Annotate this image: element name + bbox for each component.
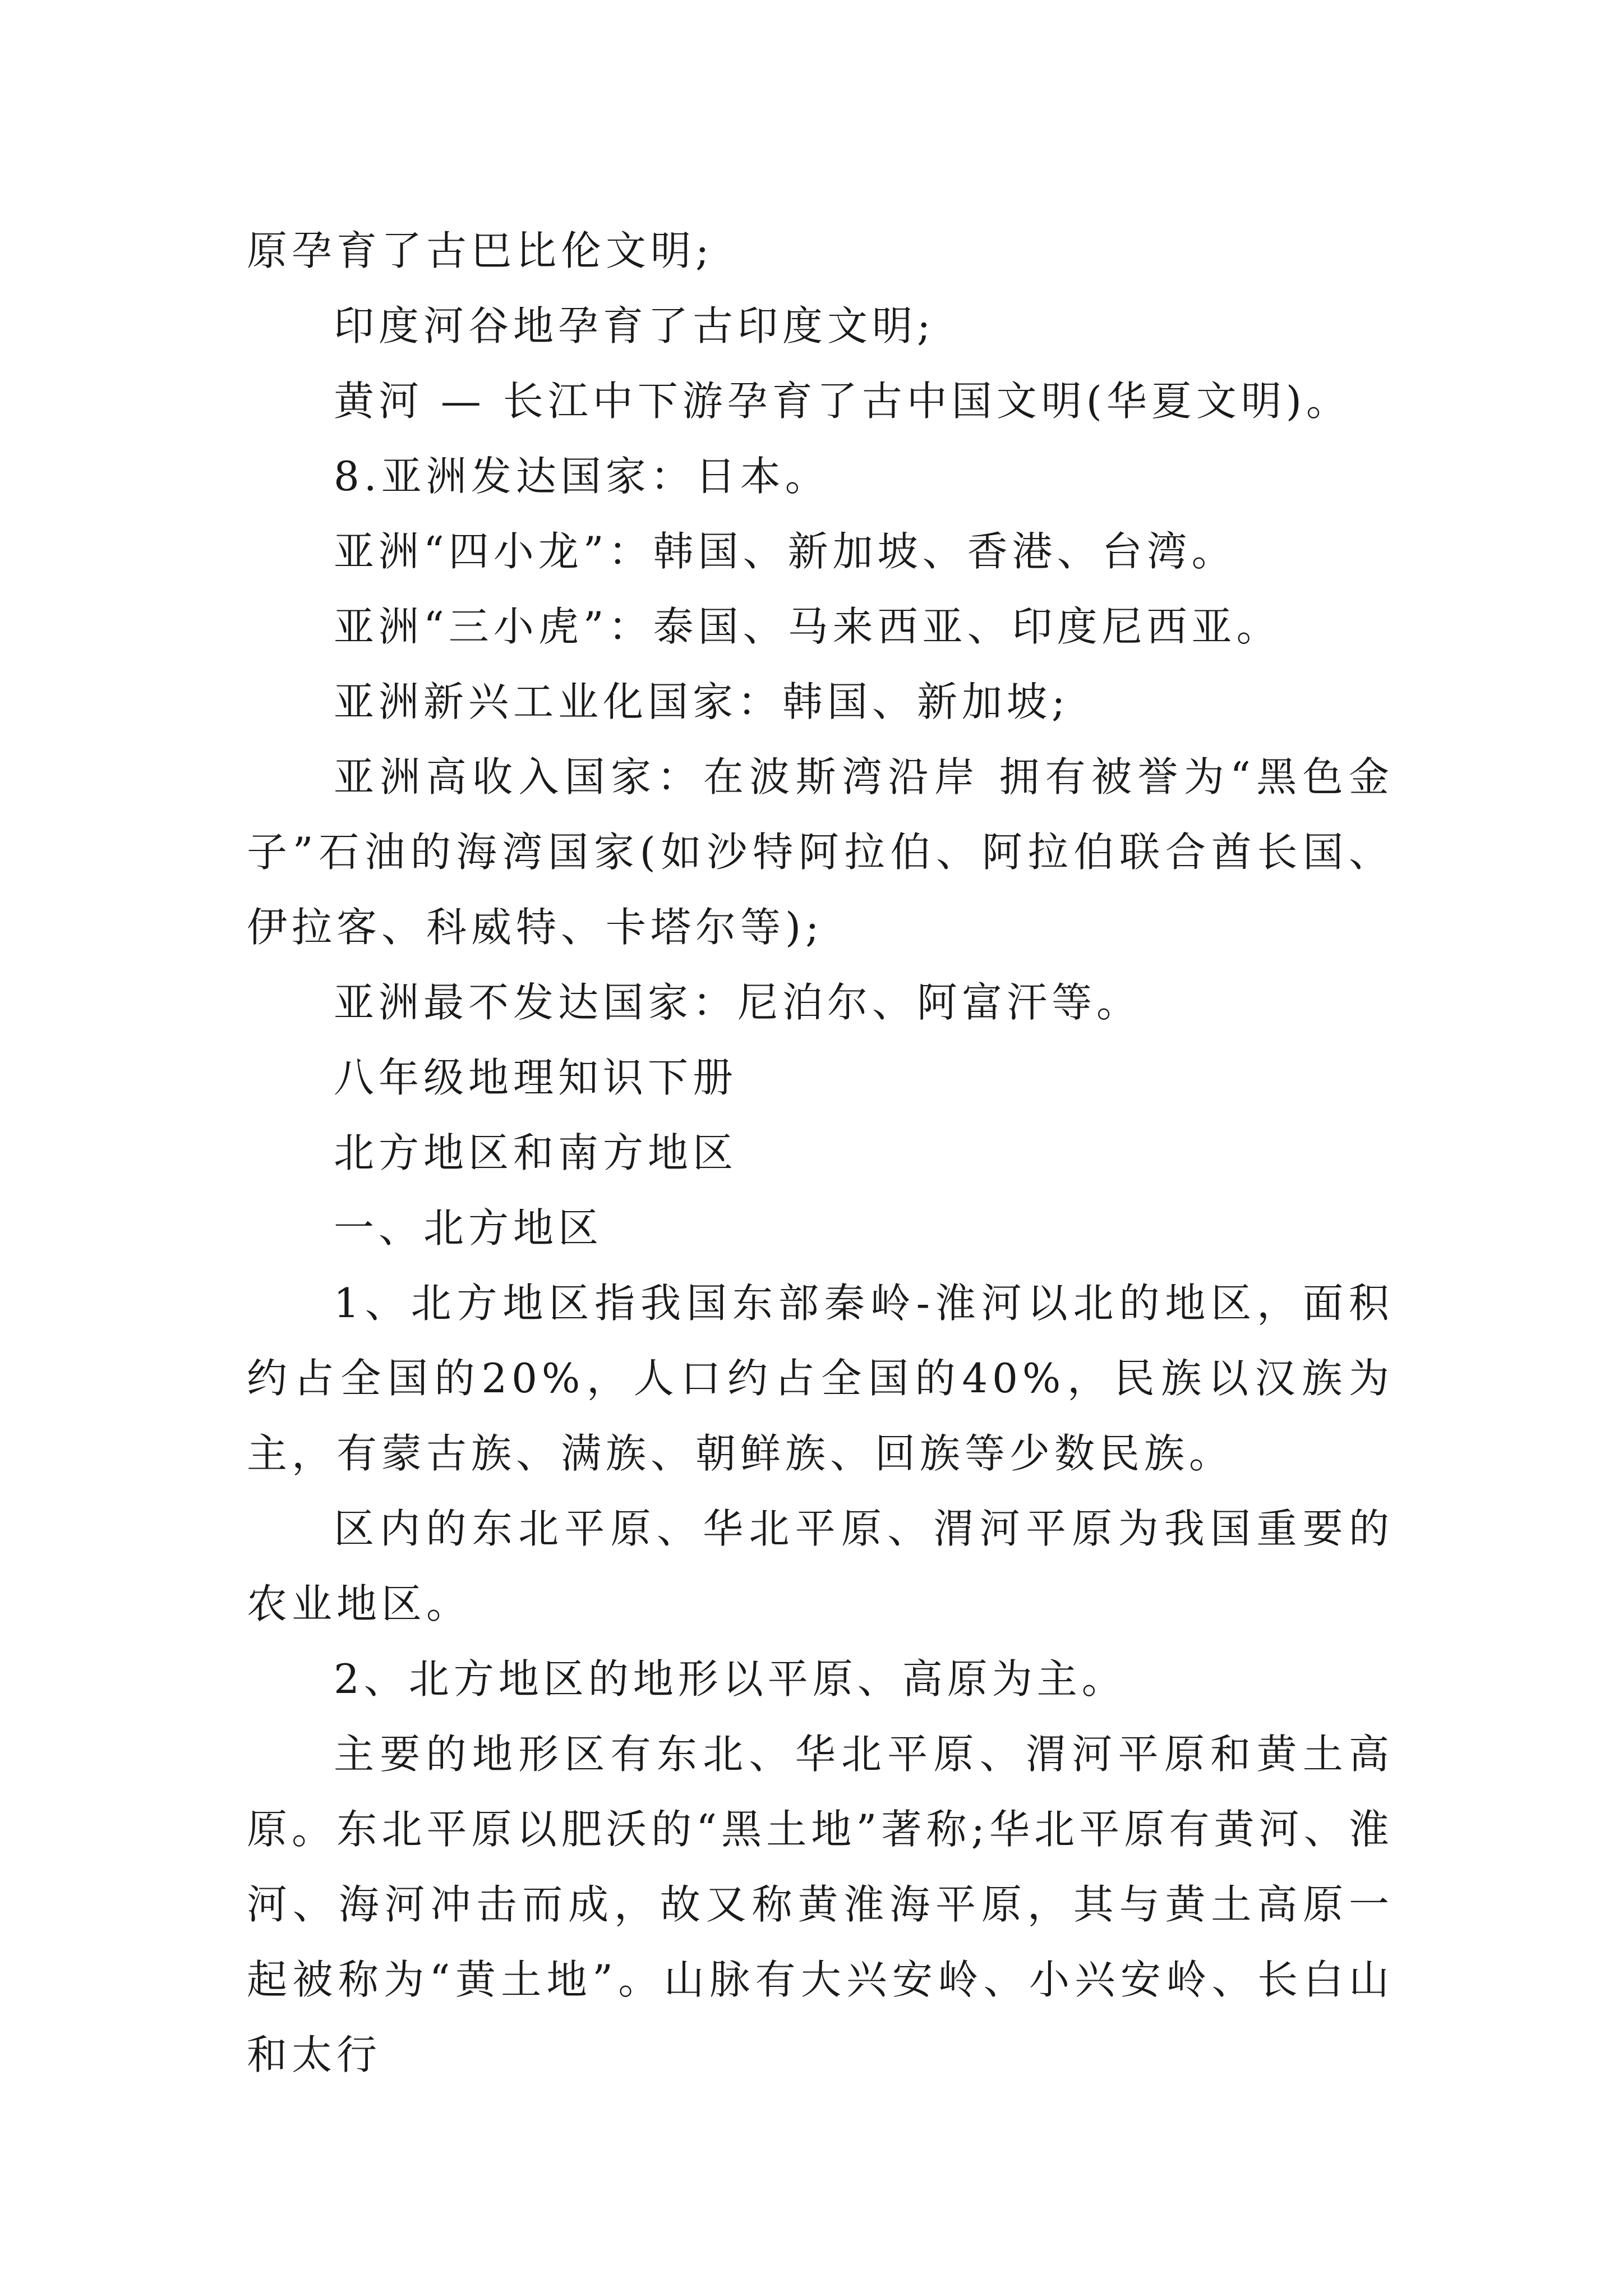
document-body [247,213,1394,2092]
paragraph-3: 黄河 — 长江中下游孕育了古中国文明(华夏文明)。 [334,378,1351,425]
paragraph-8: 亚洲高收入国家：在波斯湾沿岸 拥有被誉为“黑色金子”石油的海湾国家(如沙特阿拉伯、阿拉伯联合酋长国、伊拉客、科威特、卡塔尔等); [247,753,1394,951]
paragraph-15: 2、北方地区的地形以平原、高原为主。 [334,1655,1127,1703]
paragraph-5: 亚洲“四小龙”：韩国、新加坡、香港、台湾。 [334,528,1237,575]
section-heading-grade8: 八年级地理知识下册 [334,1054,738,1101]
paragraph-1: 原孕育了古巴比伦文明; [247,227,714,274]
paragraph-2: 印度河谷地孕育了古印度文明; [334,302,935,349]
paragraph-13: 1、北方地区指我国东部秦岭-淮河以北的地区，面积约占全国的20%，人口约占全国的40%，民族以汉族为主，有蒙古族、满族、朝鲜族、回族等少数民族。 [247,1280,1394,1477]
paragraph-16: 主要的地形区有东北、华北平原、渭河平原和黄土高原。东北平原以肥沃的“黑土地”著称;华北平原有黄河、淮河、海河冲击而成，故又称黄淮海平原，其与黄土高原一起被称为“黄土地”。山脉有大兴安岭、小兴安岭、长白山和太行 [247,1731,1394,2078]
paragraph-9: 亚洲最不发达国家：尼泊尔、阿富汗等。 [334,979,1142,1026]
paragraph-7: 亚洲新兴工业化国家：韩国、新加坡; [334,678,1070,725]
paragraph-6: 亚洲“三小虎”：泰国、马来西亚、印度尼西亚。 [334,603,1281,650]
paragraph-4: 8.亚洲发达国家：日本。 [334,453,830,500]
section-heading-north: 一、北方地区 [334,1204,603,1251]
paragraph-14: 区内的东北平原、华北平原、渭河平原为我国重要的农业地区。 [247,1505,1394,1627]
section-heading-north-south: 北方地区和南方地区 [334,1129,738,1176]
